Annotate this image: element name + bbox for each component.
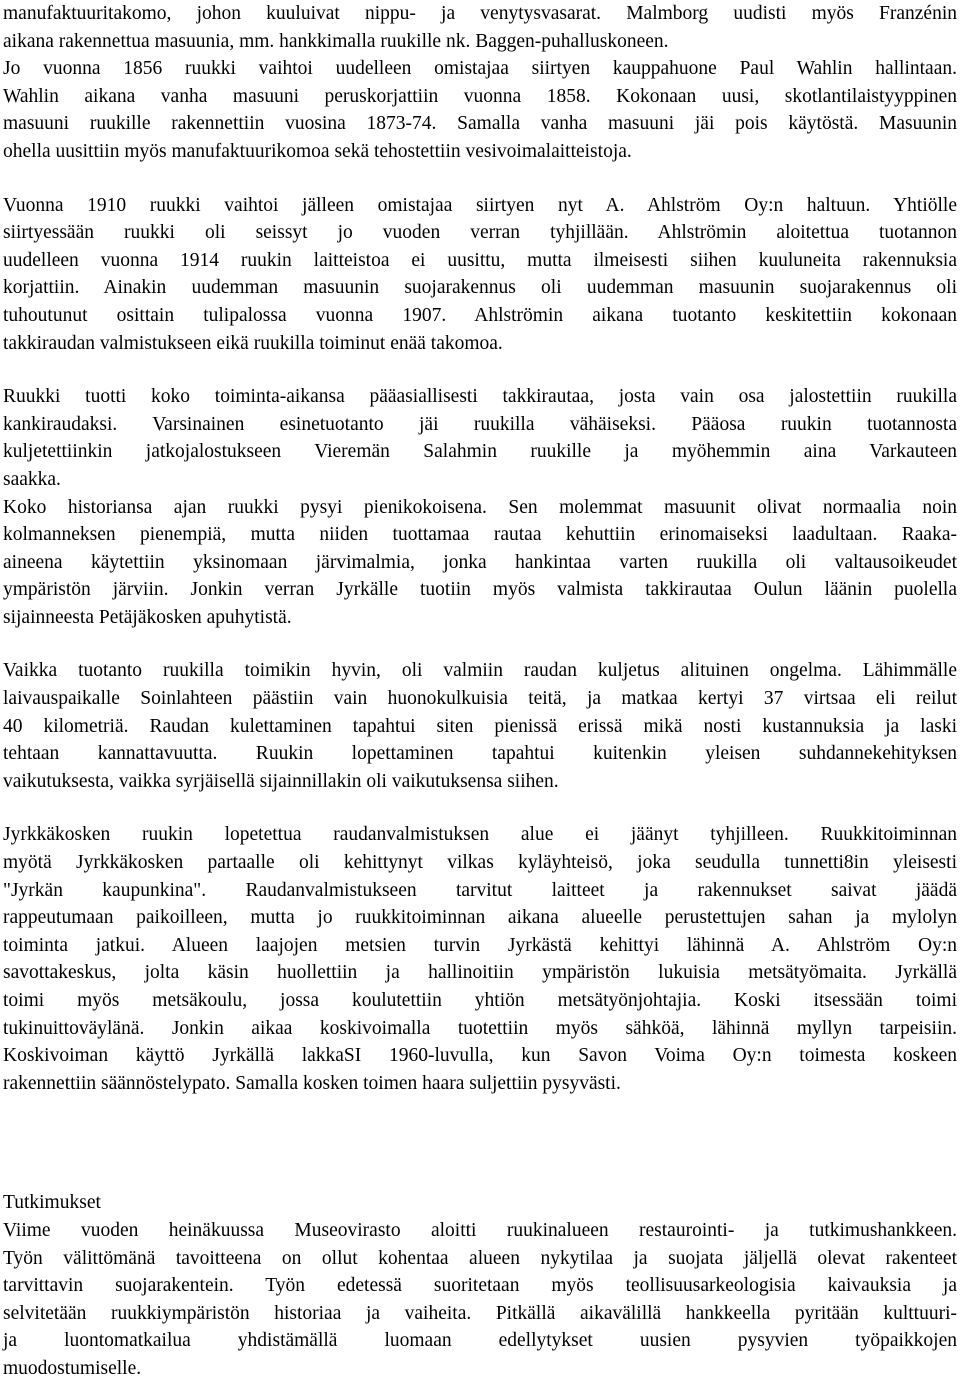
text-line: savottakeskus, jolta käsin huollettiin ja hallinoitiin ympäristön lukuisia metsätyömaita. Jyrkällä [3, 962, 957, 984]
text-line: manufaktuuritakomo, johon kuuluivat nippu- ja venytysvasarat. Malmborg uudisti myös Franzénin [3, 3, 957, 24]
text-line: myötä Jyrkkäkosken partaalle oli kehittynyt vilkas kyläyhteisö, joka seudulla tunnetti8in yleisesti [3, 852, 957, 874]
text-line: aineena käytettiin yksinomaan järvimalmia, jonka hankintaa varten ruukilla oli valtausoikeudet [3, 551, 957, 573]
paragraph-transport [3, 657, 957, 795]
text-line: uudelleen vuonna 1914 ruukin laitteistoa ei uusittu, mutta ilmeisesti siihen kuuluneita rakennuksia [3, 249, 957, 271]
text-line: tarvittavin suojarakentein. Työn edetessä suoritetaan myös teollisuusarkeologisia kaivauksia ja [3, 1275, 957, 1297]
text-line: Työn välittömänä tavoitteena on ollut kohentaa alueen nykytilaa ja suojata jäljellä olevat rakenteet [3, 1247, 957, 1269]
text-line: Wahlin aikana vanha masuuni peruskorjattiin vuonna 1858. Kokonaan uusi, skotlantilaistyyppinen [3, 85, 957, 107]
text-line: Vaikka tuotanto ruukilla toimikin hyvin, oli valmiin raudan kuljetus alituinen ongelma. Lähimmälle [3, 660, 957, 682]
text-line: rappeutumaan paikoilleen, mutta jo ruukkitoiminnan aikana alueelle perustettujen sahan ja mylolyn [3, 907, 957, 929]
paragraph-ahlstrom-ownership [3, 192, 957, 358]
text-line: selvitetään ruukkiympäristön historiaa ja vaiheita. Pitkällä aikavälillä hankkeella pyritään kulttuuri- [3, 1302, 957, 1324]
text-line: sijainneesta Petäjäkosken apuhytistä. [3, 606, 292, 628]
text-line: kolmanneksen pienempiä, mutta niiden tuottamaa rautaa kehuttiin erinomaiseksi laadultaan. Raaka- [3, 524, 957, 546]
text-line: Koskivoiman käyttö Jyrkällä lakkaSI 1960-luvulla, kun Savon Voima Oy:n toimesta koskeen [3, 1045, 957, 1067]
text-line: saakka. [3, 468, 61, 490]
text-line: ohella uusittiin myös manufaktuurikomoa sekä tehostettiin vesivoimalaitteistoja. [3, 140, 632, 162]
text-line: ja luontomatkailua yhdistämällä luomaan edellytykset uusien pysyvien työpaikkojen [3, 1330, 957, 1352]
paragraph-masuuni-history [3, 0, 957, 166]
text-line: aikana rakennettua masuunia, mm. hankkimalla ruukille nk. Baggen-puhalluskoneen. [3, 30, 669, 52]
text-line: muodostumiselle. [3, 1357, 142, 1379]
paragraph-after-closure [3, 821, 957, 1097]
text-line: kankiraudaksi. Varsinainen esinetuotanto jäi ruukilla vähäiseksi. Pääosa ruukin tuotannosta [3, 413, 957, 435]
text-line: laivauspaikalle Soinlahteen päästiin vain huonokulkuisia teitä, ja matkaa kertyi 37 virtsaa eli reilut [3, 688, 957, 710]
text-line: 40 kilometriä. Raudan kulettaminen tapahtui siten pienissä erissä mikä nosti kustannuksia ja laski [3, 715, 957, 737]
text-line: rakennettiin säännöstelypato. Samalla kosken toimen haara suljettiin pysyvästi. [3, 1072, 621, 1094]
document-page [3, 0, 957, 1383]
text-line: korjattiin. Ainakin uudemman masuunin suojarakennus oli uudemman masuunin suojarakennus oli [3, 277, 957, 299]
text-line: vaikutuksesta, vaikka syrjäisellä sijainnillakin oli vaikutuksensa siihen. [3, 770, 559, 792]
paragraph-size [3, 494, 957, 632]
text-line: Ruukki tuotti koko toiminta-aikansa pääasiallisesti takkirautaa, josta vain osa jalostettiin ruukilla [3, 386, 957, 408]
text-line: toiminta jatkui. Alueen laajojen metsien turvin Jyrkästä kehittyi lähinnä A. Ahlström Oy:n [3, 934, 957, 956]
section-heading: Tutkimukset [3, 1192, 101, 1214]
text-line: takkiraudan valmistukseen eikä ruukilla toiminut enää takomoa. [3, 332, 503, 354]
text-line: masuuni ruukille rakennettiin vuosina 1873-74. Samalla vanha masuuni jäi pois käytöstä. Masuunin [3, 113, 957, 135]
text-line: siirtyessään ruukki oli seissyt jo vuoden verran tyhjillään. Ahlströmin aloitettua tuotannon [3, 222, 957, 244]
text-line: tehtaan kannattavuutta. Ruukin lopettaminen tapahtui kuitenkin yleisen suhdannekehityksen [3, 743, 957, 765]
section-tutkimukset [3, 1189, 957, 1382]
text-line: Koko historiansa ajan ruukki pysyi pienikokoisena. Sen molemmat masuunit olivat normaalia noin [3, 496, 957, 518]
text-line: Viime vuoden heinäkuussa Museovirasto aloitti ruukinalueen restaurointi- ja tutkimushankkeen. [3, 1219, 957, 1241]
text-line: kuljetettiinkin jatkojalostukseen Vieremän Salahmin ruukille ja myöhemmin aina Varkauteen [3, 441, 957, 463]
text-line: Vuonna 1910 ruukki vaihtoi jälleen omistajaa siirtyen nyt A. Ahlström Oy:n haltuun. Yhtiölle [3, 194, 957, 216]
text-line: Jo vuonna 1856 ruukki vaihtoi uudelleen omistajaa siirtyen kauppahuone Paul Wahlin hallintaan. [3, 58, 957, 80]
text-line: ympäristön järviin. Jonkin verran Jyrkälle tuotiin myös valmista takkirautaa Oulun läänin puolella [3, 579, 957, 601]
text-line: "Jyrkän kaupunkina". Raudanvalmistukseen tarvitut laitteet ja rakennukset saivat jäädä [3, 879, 957, 901]
text-line: tuhoutunut osittain tulipalossa vuonna 1907. Ahlströmin aikana tuotanto keskitettiin kokonaan [3, 304, 957, 326]
paragraph-production [3, 383, 957, 493]
text-line: toimi myös metsäkoulu, jossa koulutettiin yhtiön metsätyönjohtajia. Koski itsessään toimi [3, 990, 957, 1011]
section-spacer [3, 1123, 957, 1189]
text-line: Jyrkkäkosken ruukin lopetettua raudanvalmistuksen alue ei jäänyt tyhjilleen. Ruukkitoiminnan [3, 824, 957, 846]
text-line: tukinuittoväylänä. Jonkin aikaa koskivoimalla tuotettiin myös sähköä, lähinnä myllyn tarpeisiin. [3, 1017, 957, 1039]
